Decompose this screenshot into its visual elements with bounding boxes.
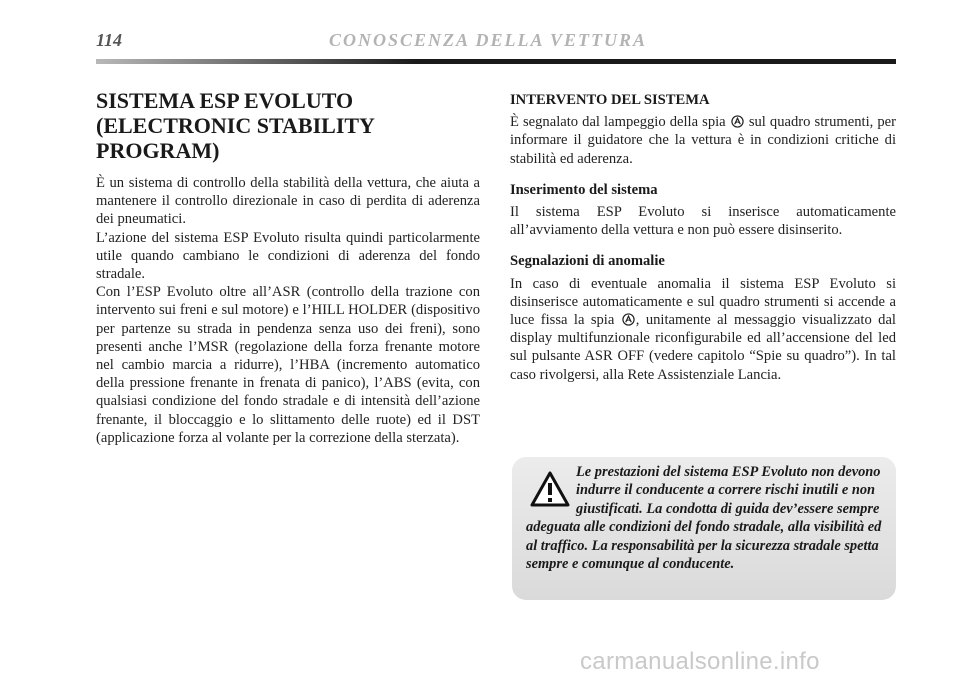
esp-warning-light-icon bbox=[622, 313, 635, 326]
section-title-line: (ELECTRONIC STABILITY bbox=[96, 113, 375, 138]
section-title-line: PROGRAM) bbox=[96, 138, 220, 163]
intervento-text-start: È segnalato dal lampeggio della spia bbox=[510, 114, 726, 131]
inserimento-heading: Inserimento del sistema bbox=[510, 181, 658, 198]
anomalie-section bbox=[510, 252, 896, 383]
anomalie-text-start: In caso di eventuale anomalia il sistema ESP Evoluto si disinserisce automaticamente e sul quadro strumenti si accende a luce fissa la spia bbox=[510, 275, 896, 329]
intervento-section bbox=[510, 91, 896, 168]
anomalie-heading: Segnalazioni di anomalie bbox=[510, 253, 665, 270]
intervento-heading: INTERVENTO DEL SISTEMA bbox=[510, 92, 710, 108]
inserimento-text: Il sistema ESP Evoluto si inserisce automaticamente all’avviamento della vettura e non può essere disinserito. bbox=[510, 204, 896, 239]
intervento-text-end: sul quadro strumenti, per informare il guidatore che la vettura è in condizioni critiche di stabilità ed aderenza. bbox=[510, 114, 896, 167]
right-column bbox=[510, 91, 896, 397]
page-header bbox=[96, 26, 896, 56]
page-number: 114 bbox=[96, 30, 123, 50]
header-rule bbox=[96, 59, 896, 64]
warning-text: Le prestazioni del sistema ESP Evoluto non devono indurre il conducente a correre rischi inutili e non giustificati. La condotta di guida dev’essere sempre adeguata alle condizioni del fondo stradale, alla visibilità ed al traffico. La responsabilità per la sicurezza stradale spetta sempre e comunque al conducente. bbox=[526, 464, 882, 573]
esp-warning-light-icon bbox=[731, 115, 744, 128]
intro-paragraph: È un sistema di controllo della stabilità della vettura, che aiuta a mantenere il controllo direzionale in caso di perdita di aderenza dei pneumatici. bbox=[96, 175, 480, 228]
section-title bbox=[96, 88, 480, 163]
intro-paragraph: Con l’ESP Evoluto oltre all’ASR (controllo della trazione con intervento sui freni e sul motore) e l’HILL HOLDER (dispositivo per partenze su strada in pendenza senza uso dei freni), sono presenti anche l’MSR (regolazione della forza frenante motore nel cambio marcia a ridurre), l’HBA (incremento automatico della pressione frenante in frenata di panico), l’ABS (evita, con qualsiasi condizione del fondo stradale e di intensità dell’azione frenante, il bloccaggio e lo slittamento delle ruote) ed il DST (applicazione forza al volante per la correzione della sterzata). bbox=[96, 284, 480, 446]
warning-box bbox=[512, 457, 896, 600]
section-title-line: SISTEMA ESP EVOLUTO bbox=[96, 88, 354, 113]
left-column bbox=[96, 88, 480, 447]
anomalie-text bbox=[510, 275, 896, 384]
anomalie-text-end: , unitamente al messaggio visualizzato dal display multifunzionale riconfigurabile ed all’accensione del led sul pulsante ASR OFF (vedere capitolo “Spie su quadro”). In tal caso rivolgersi, alla Rete Assistenziale Lancia. bbox=[510, 312, 896, 383]
watermark: carmanualsonline.info bbox=[580, 648, 820, 675]
intro-paragraph: L’azione del sistema ESP Evoluto risulta quindi particolarmente utile quando cambiano le condizioni di aderenza del fondo stradale. bbox=[96, 229, 480, 283]
intervento-text bbox=[510, 113, 896, 168]
inserimento-section bbox=[510, 181, 896, 240]
running-title: CONOSCENZA DELLA VETTURA bbox=[329, 30, 648, 50]
